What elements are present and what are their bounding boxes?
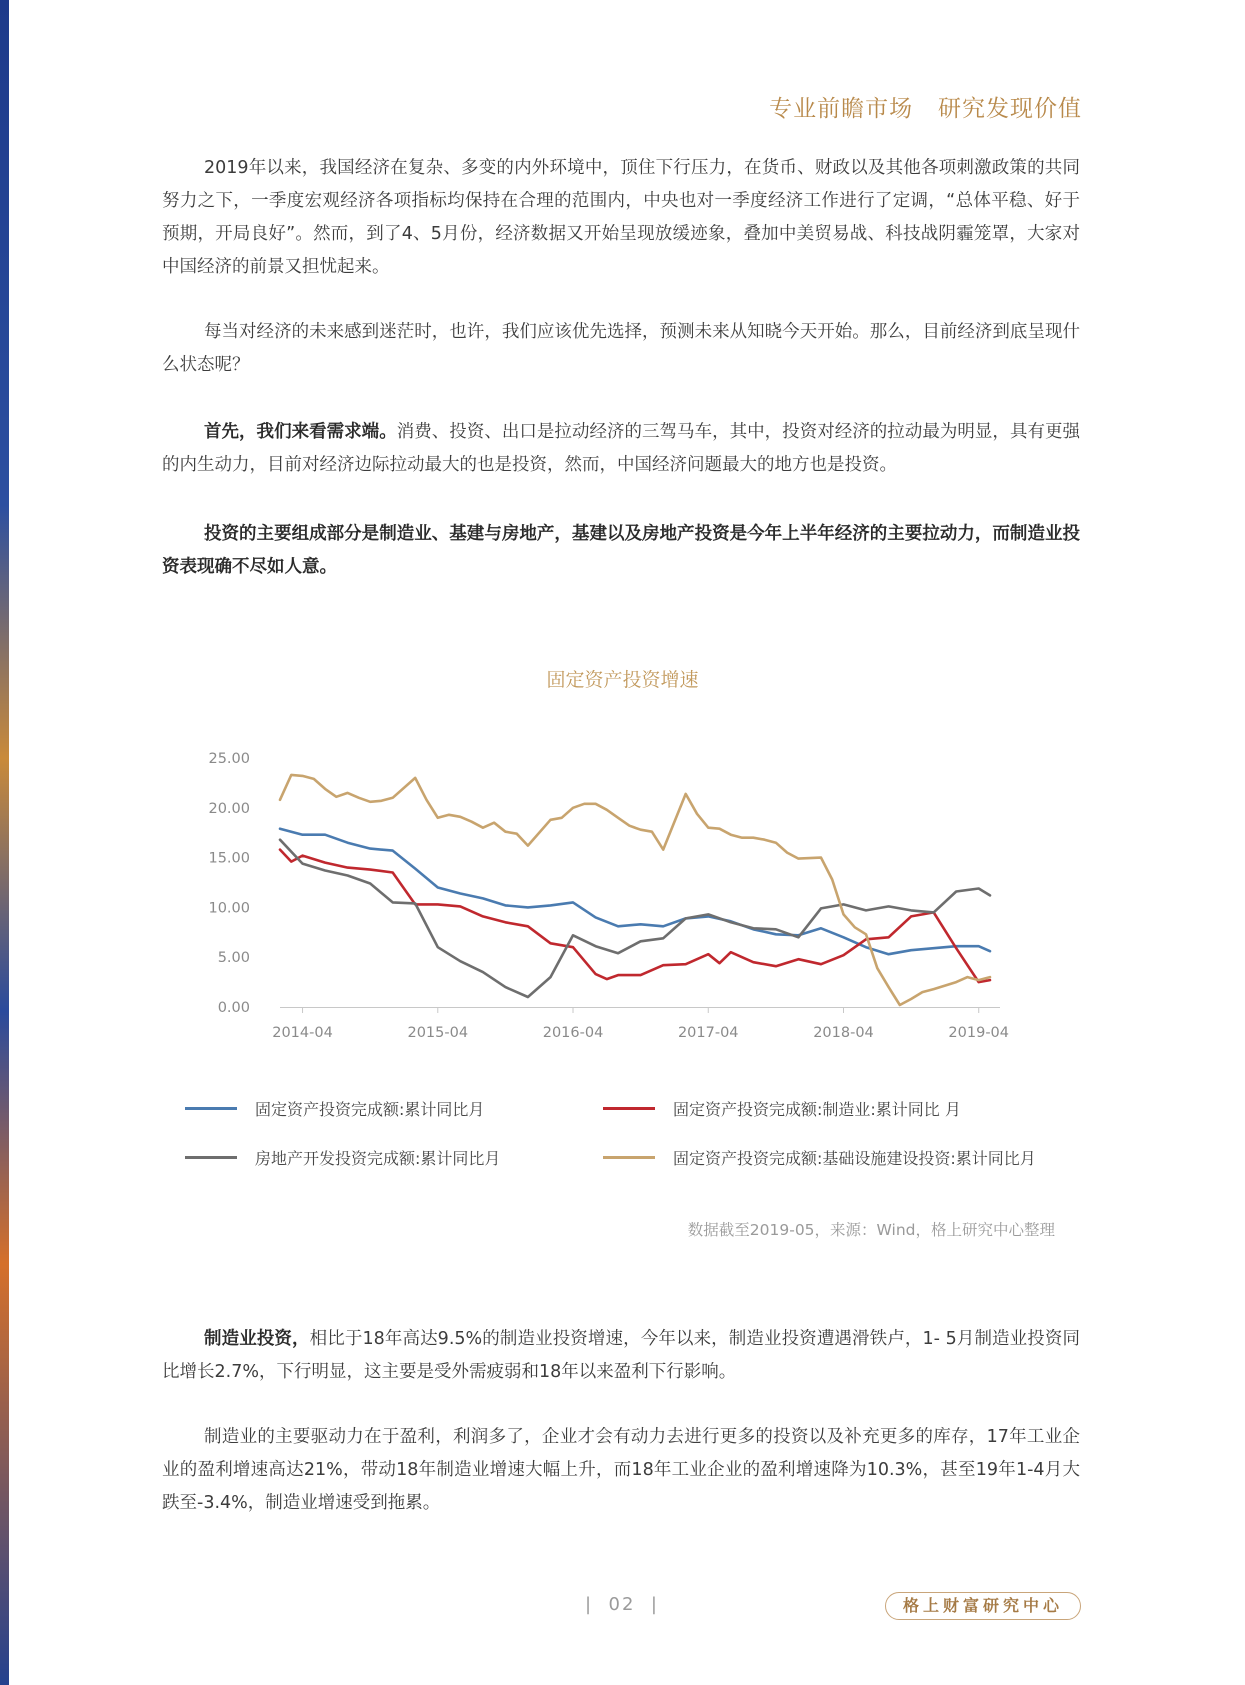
y-tick-label: 20.00 [208,800,250,817]
investment-growth-chart [200,735,1050,1055]
y-tick-label: 10.00 [208,900,250,917]
paragraph-manufacturing-body: 相比于18年高达9.5%的制造业投资增速，今年以来，制造业投资遭遇滑铁卢，1- 5月制造业投资同比增长2.7%，下行明显，这主要是受外需疲弱和18年以来盈利下行影响。 [162,1329,1080,1382]
legend-swatch-manufacturing [603,1107,655,1110]
chart-title: 固定资产投资增速 [546,669,699,691]
legend-item-real-estate [185,1146,500,1169]
paragraph-profit-driver: 制造业的主要驱动力在于盈利，利润多了，企业才会有动力去进行更多的投资以及补充更多的库存，17年工业企业的盈利增速高达21%，带动18年制造业增速大幅上升，而18年工业企业的盈利增速降为10.3%，甚至19年1-4月大跌至-3.4%，制造业增速受到拖累。 [162,1427,1080,1513]
legend-label-manufacturing: 固定资产投资完成额:制造业:累计同比 月 [673,1100,961,1119]
y-tick-label: 25.00 [208,751,250,767]
chart-legend [185,1097,1085,1177]
legend-label-real-estate: 房地产开发投资完成额:累计同比月 [255,1149,501,1168]
paragraph-investment-composition: 投资的主要组成部分是制造业、基建与房地产，基建以及房地产投资是今年上半年经济的主要拉动力，而制造业投资表现确不尽如人意。 [162,524,1080,577]
paragraph-manufacturing-investment [162,1323,1080,1389]
page-edge-decoration [0,0,9,1685]
legend-item-fixed-asset [185,1097,484,1120]
series-line-real-estate [280,840,990,997]
paragraph-question: 每当对经济的未来感到迷茫时，也许，我们应该优先选择，预测未来从知晓今天开始。那么，目前经济到底呈现什么状态呢？ [162,322,1080,375]
legend-label-infrastructure: 固定资产投资完成额:基础设施建设投资:累计同比月 [673,1149,1036,1168]
legend-item-infrastructure [603,1146,1036,1169]
series-line-infrastructure [280,775,990,1005]
legend-swatch-infrastructure [603,1156,655,1159]
paragraph-intro: 2019年以来，我国经济在复杂、多变的内外环境中，顶住下行压力，在货币、财政以及其他各项刺激政策的共同努力之下，一季度宏观经济各项指标均保持在合理的范围内，中央也对一季度经济工作进行了定调，“总体平稳、好于预期，开局良好”。然而，到了4、5月份，经济数据又开始呈现放缓迹象，叠加中美贸易战、科技战阴霾笼罩，大家对中国经济的前景又担忧起来。 [162,158,1080,277]
series-line-fixed-asset [280,829,990,955]
legend-item-manufacturing [603,1097,961,1120]
y-tick-label: 0.00 [217,1000,250,1016]
series-line-manufacturing [280,850,990,983]
x-tick-label: 2016-04 [542,1025,604,1041]
paragraph-demand-lead: 首先，我们来看需求端。 [204,422,397,442]
page-number: | 02 | [585,1594,659,1615]
x-tick-label: 2018-04 [813,1025,874,1041]
y-tick-label: 15.00 [208,850,250,867]
paragraph-manufacturing-lead: 制造业投资， [204,1329,310,1349]
paragraph-demand [162,416,1080,482]
x-tick-label: 2015-04 [407,1025,469,1041]
legend-label-fixed-asset: 固定资产投资完成额:累计同比月 [255,1100,485,1119]
y-tick-label: 5.00 [217,950,250,967]
footer-brand-badge: 格上财富研究中心 [885,1592,1081,1620]
chart-source-note: 数据截至2019-05，来源：Wind，格上研究中心整理 [687,1221,1055,1239]
x-tick-label: 2017-04 [677,1025,739,1041]
x-tick-label: 2014-04 [272,1025,333,1041]
legend-swatch-real-estate [185,1156,237,1159]
paragraph-demand-body: 消费、投资、出口是拉动经济的三驾马车，其中，投资对经济的拉动最为明显，具有更强的内生动力，目前对经济边际拉动最大的也是投资，然而，中国经济问题最大的地方也是投资。 [162,422,1081,475]
legend-swatch-fixed-asset [185,1107,237,1110]
header-slogan: 专业前瞻市场 研究发现价值 [769,96,1082,122]
x-tick-label: 2019-04 [948,1025,1010,1041]
